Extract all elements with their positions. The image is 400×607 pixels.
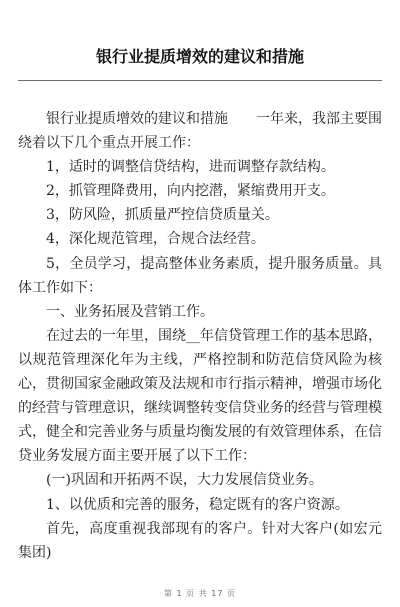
- page-number-footer: 第 1 页 共 17 页: [164, 589, 236, 598]
- paragraph: 在过去的一年里，围绕__年信贷管理工作的基本思路，以规范管理深化年为主线，严格控制和防范信贷风险为核心，贯彻国家金融政策及法规和市行指示精神，增强市场化的经营与管理意识，继续调整转变信贷业务的经营与管理模式，健全和完善业务与质量均衡发展的有效管理体系，在信贷业务发展方面主要开展了以下工作：: [18, 327, 382, 465]
- subsection-heading: (一)巩固和开拓两不误，大力发展信贷业务。: [46, 472, 323, 489]
- list-item: 1，适时的调整信贷结构，进而调整存款结构。: [46, 159, 335, 176]
- list-item: 5，全员学习，提高整体业务素质，提升服务质量。具体工作如下：: [18, 255, 382, 296]
- document-body: [18, 107, 382, 565]
- paragraph: 首先，高度重视我部现有的客户。针对大客户(如宏元集团): [18, 520, 382, 561]
- list-item: 2，抓管理降费用，向内挖潜，紧缩费用开支。: [46, 183, 335, 200]
- list-item: 1、以优质和完善的服务，稳定既有的客户资源。: [46, 496, 349, 513]
- document-title: 银行业提质增效的建议和措施: [95, 47, 304, 66]
- paragraph-intro: 银行业提质增效的建议和措施 一年来，我部主要围绕着以下几个重点开展工作：: [18, 111, 382, 152]
- list-item: 3，防风险，抓质量严控信贷质量关。: [46, 207, 279, 224]
- list-item: 4，深化规范管理，合规合法经营。: [46, 231, 265, 248]
- section-heading: 一、业务拓展及营销工作。: [46, 303, 214, 320]
- title-divider: [18, 80, 382, 81]
